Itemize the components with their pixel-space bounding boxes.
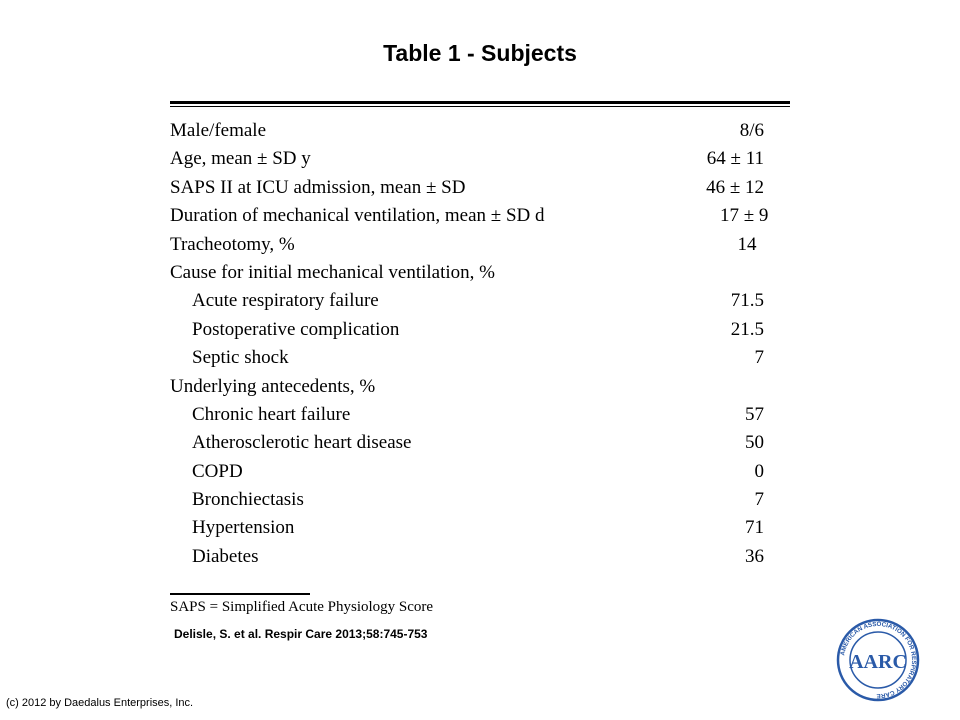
table-section-header — [170, 373, 790, 401]
row-label: SAPS II at ICU admission, mean ± SD — [170, 176, 466, 198]
table-row — [170, 458, 790, 486]
citation: Delisle, S. et al. Respir Care 2013;58:745-753 — [174, 627, 428, 641]
aarc-logo-graphic — [836, 618, 920, 702]
table-row — [170, 231, 790, 259]
row-value: 0 — [754, 460, 764, 482]
section-label: Cause for initial mechanical ventilation, % — [170, 261, 496, 283]
row-value: 50 — [745, 432, 764, 454]
row-value: 64 ± 11 — [706, 148, 764, 170]
table-row — [170, 202, 790, 230]
row-value: 7 — [754, 347, 764, 369]
table-row — [170, 401, 790, 429]
table-section-header — [170, 259, 790, 287]
row-value: 46 ± 12 — [706, 176, 764, 198]
row-value: 8/6 — [739, 120, 764, 141]
row-label: Age, mean ± SD y — [170, 148, 311, 170]
logo-letters: AARC — [849, 651, 907, 673]
row-value: 21.5 — [730, 318, 764, 340]
section-label: Underlying antecedents, % — [170, 375, 376, 397]
row-label: Diabetes — [192, 545, 259, 567]
copyright-notice: (c) 2012 by Daedalus Enterprises, Inc. — [6, 697, 194, 709]
table-row — [170, 174, 790, 202]
row-label: COPD — [192, 460, 243, 482]
row-label: Male/female — [170, 120, 267, 141]
row-label: Atherosclerotic heart disease — [192, 432, 412, 454]
table-footnote: SAPS = Simplified Acute Physiology Score — [170, 599, 434, 615]
subjects-table — [170, 117, 790, 571]
table-row — [170, 486, 790, 514]
table-row — [170, 287, 790, 315]
row-value: 7 — [754, 489, 764, 511]
row-label: Duration of mechanical ventilation, mean ± SD d — [170, 205, 545, 227]
table-row — [170, 145, 790, 173]
table-top-rule — [170, 101, 790, 104]
table-row — [170, 117, 790, 145]
row-value: 14 — [737, 233, 757, 255]
row-label: Hypertension — [192, 517, 295, 539]
row-value: 71.5 — [730, 290, 764, 312]
logo-ring-text: AMERICAN ASSOCIATION FOR RESPIRATORY CARE — [839, 620, 918, 700]
table-row — [170, 344, 790, 372]
table-top-rule-thin — [170, 106, 790, 107]
row-value: 71 — [745, 517, 764, 539]
row-label: Chronic heart failure — [192, 403, 351, 425]
table-row — [170, 316, 790, 344]
row-label: Postoperative complication — [192, 318, 400, 340]
row-value: 17 ± 9 — [720, 205, 769, 227]
aarc-logo-icon — [836, 618, 920, 702]
row-label: Septic shock — [192, 347, 289, 369]
row-label: Acute respiratory failure — [192, 290, 379, 312]
table-row — [170, 543, 790, 571]
row-value: 57 — [745, 403, 764, 425]
footnote-rule — [170, 593, 310, 595]
row-value: 36 — [745, 545, 764, 567]
row-label: Bronchiectasis — [192, 489, 304, 511]
table-row — [170, 514, 790, 542]
row-label: Tracheotomy, % — [170, 233, 295, 255]
table-row — [170, 429, 790, 457]
slide-title: Table 1 - Subjects — [383, 40, 577, 66]
